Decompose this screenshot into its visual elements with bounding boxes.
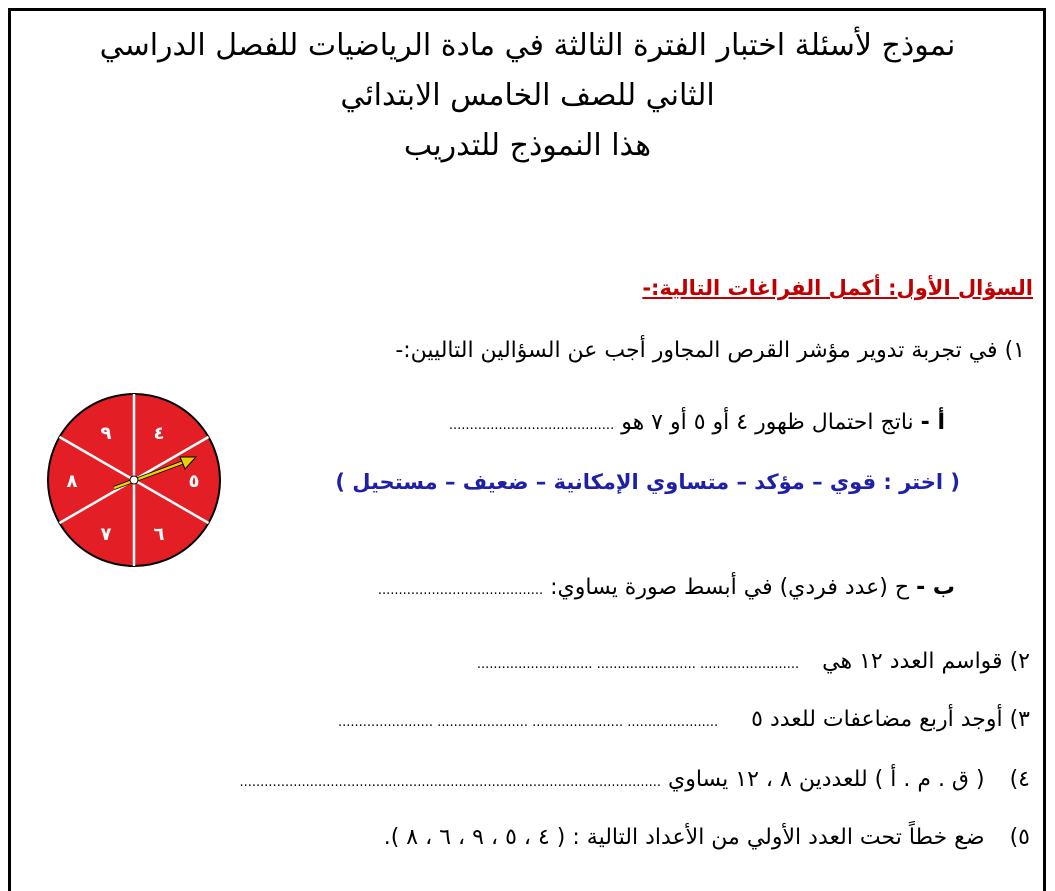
part-label: ب -	[916, 575, 955, 600]
spinner-label: ٥	[188, 471, 200, 492]
spinner-label: ٦	[153, 524, 165, 545]
part-text: ناتج احتمال ظهور ٤ أو ٥ أو ٧ هو	[621, 410, 914, 435]
question-1	[395, 338, 1025, 363]
question-1b	[378, 575, 955, 600]
title-line-2: الثاني للصف الخامس الابتدائي	[340, 78, 715, 113]
answer-blank[interactable]: ...................... ...................... ...................... .......................	[337, 715, 719, 730]
question-text: في تجربة تدوير مؤشر القرص المجاور أجب عن السؤالين التاليين:-	[395, 338, 998, 363]
title-line-1: نموذج لأسئلة اختبار الفترة الثالثة في مادة الرياضيات للفصل الدراسي	[99, 28, 956, 63]
spinner-label: ٤	[153, 423, 165, 444]
question-3	[338, 707, 1030, 732]
section-heading: السؤال الأول: أكمل الفراغات التالية:-	[642, 276, 1033, 300]
question-text: ضع خطاً تحت العدد الأولي من الأعداد التالية : ( ٤ ، ٥ ، ٩ ، ٦ ، ٨ ).	[383, 825, 985, 850]
part-label: أ -	[920, 410, 945, 435]
spinner-label: ٩	[100, 423, 112, 444]
choices-hint: ( اختر : قوي – مؤكد – متساوي الإمكانية – ضعيف – مستحيل )	[335, 470, 960, 494]
question-1a	[449, 410, 945, 435]
question-text: قواسم العدد ١٢ هي	[822, 649, 1003, 674]
question-text: ( ق . م . أ ) للعددين ٨ ، ١٢ يساوي	[668, 767, 985, 792]
question-number: ٥)	[1009, 825, 1030, 850]
answer-blank[interactable]: ........................ ........................ ............................	[476, 657, 800, 672]
answer-blank[interactable]: ........................................	[377, 583, 544, 598]
spinner-diagram	[44, 390, 224, 570]
answer-blank[interactable]: ......................................................................................................	[239, 775, 661, 790]
question-4	[240, 767, 1031, 792]
question-number: ١)	[1004, 338, 1025, 363]
question-number: ٣)	[1009, 707, 1030, 732]
question-number: ٤)	[1009, 767, 1030, 792]
spinner-label: ٧	[100, 524, 112, 545]
title-line-3: هذا النموذج للتدريب	[403, 128, 652, 163]
question-number: ٢)	[1009, 649, 1030, 674]
spinner-label: ٨	[66, 471, 78, 492]
answer-blank[interactable]: ........................................	[448, 418, 615, 433]
question-5	[384, 825, 1030, 850]
part-text: ح (عدد فردي) في أبسط صورة يساوي:	[550, 575, 910, 600]
question-text: أوجد أربع مضاعفات للعدد ٥	[751, 707, 1003, 732]
question-2	[477, 649, 1030, 674]
